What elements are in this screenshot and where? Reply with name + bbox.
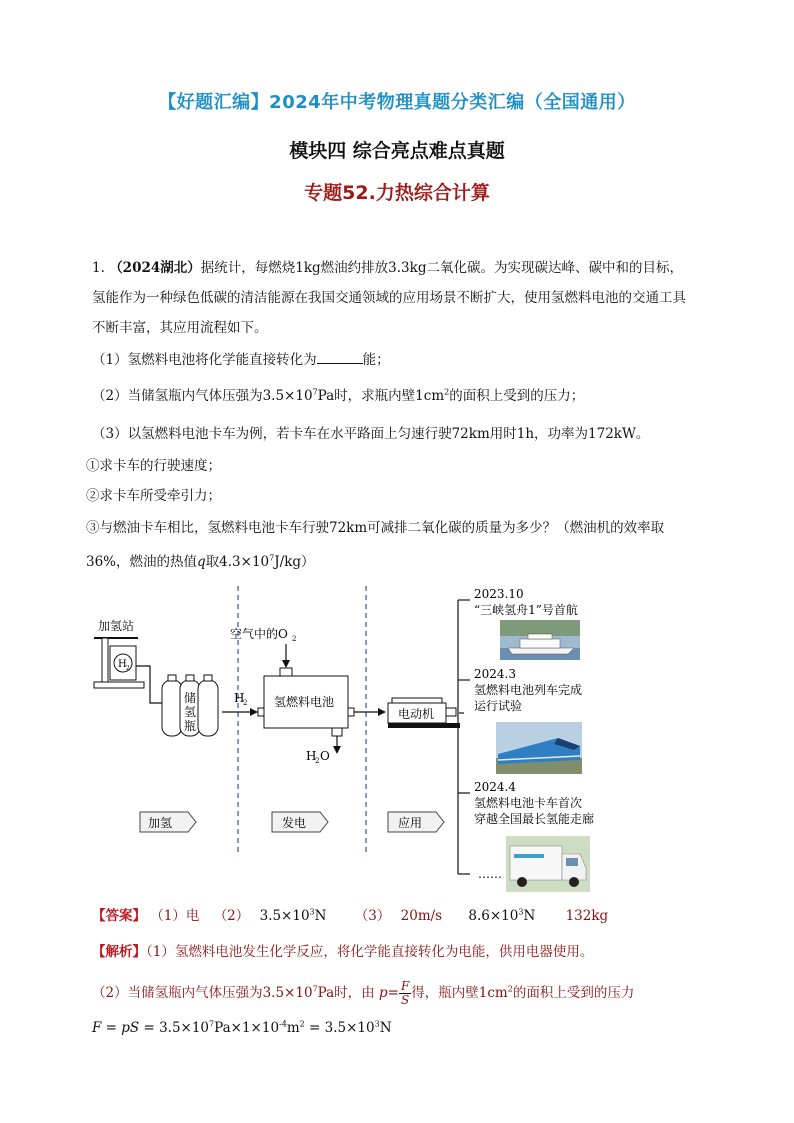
hydrogen-station-icon	[94, 618, 162, 703]
exponent: 3	[309, 907, 315, 917]
text: 得，瓶内壁1cm	[411, 985, 508, 1001]
h2-arrow-label: H	[234, 691, 245, 705]
subquestion-2-text: （2）当储氢瓶内气体压强为3.5×10	[92, 388, 313, 404]
subquestion-2-text-c: 的面积上受到的压力；	[449, 388, 585, 404]
text: Pa时，由	[317, 985, 375, 1001]
pressure-symbol: p	[378, 985, 388, 1001]
electric-motor-icon	[388, 698, 460, 728]
arrow-head	[378, 708, 386, 716]
exponent: 2	[444, 387, 450, 397]
h2-label: H	[118, 659, 127, 670]
tank-label: 储	[184, 691, 197, 705]
app2-text: 运行试验	[474, 699, 523, 713]
stage-label: 加氢	[148, 816, 173, 830]
hydrogen-flow-diagram	[88, 578, 628, 898]
value: 3.5×10	[259, 908, 310, 924]
fuel-cell-label: 氢燃料电池	[274, 695, 335, 709]
arrow-head	[282, 660, 290, 668]
text: m	[286, 1020, 300, 1036]
stage-label: 应用	[398, 816, 423, 830]
exponent: 7	[269, 553, 275, 563]
train-photo	[496, 722, 582, 774]
ps-symbol: pS	[121, 1020, 140, 1036]
text: 取4.3×10	[205, 554, 270, 570]
analysis-line-2	[92, 980, 712, 1007]
subquestion-1-text: （1）氢燃料电池将化学能直接转化为	[92, 352, 317, 368]
air-o2-label: 空气中的O	[230, 627, 288, 641]
app3-text: 穿越全国最长氢能走廊	[474, 812, 595, 826]
subquestion-2	[92, 386, 712, 406]
analysis-line-1	[92, 942, 712, 962]
text: Pa×1×10	[214, 1020, 280, 1036]
exponent: 2	[299, 1019, 305, 1029]
app1-date: 2023.10	[474, 587, 524, 601]
app3-date: 2024.4	[474, 780, 516, 794]
truck-photo	[506, 836, 590, 892]
answer-force	[468, 908, 535, 924]
exponent: 3	[374, 1019, 380, 1029]
ship-photo	[500, 620, 580, 660]
equals: =	[101, 1020, 122, 1036]
answer-line	[92, 906, 712, 926]
subquestion-1	[92, 350, 712, 370]
exponent: 7	[312, 387, 318, 397]
text: 的面积上受到的压力	[512, 985, 635, 1001]
water-sub: 2	[315, 757, 320, 765]
subquestion-1-tail: 能；	[362, 352, 390, 368]
analysis-text-1: （1）氢燃料电池发生化学反应，将化学能直接转化为电能，供用电器使用。	[146, 944, 594, 960]
text: （2）当储氢瓶内气体压强为3.5×10	[92, 985, 313, 1001]
water-label-tail: O	[320, 749, 330, 763]
app1-text: “三峡氢舟1”号首航	[474, 603, 578, 617]
fuel-cell-box	[258, 668, 354, 736]
answer-blank	[317, 351, 363, 364]
answer-mass: 132kg	[565, 908, 609, 924]
subquestion-3-iii-cont	[86, 552, 706, 572]
analysis-formula	[92, 1018, 712, 1038]
unit: N	[379, 1020, 392, 1036]
unit: N	[314, 908, 327, 924]
heat-value-symbol: q	[197, 554, 206, 570]
subquestion-3-i: ①求卡车的行驶速度；	[86, 458, 221, 474]
subquestion-3-iii: ③与燃油卡车相比，氢燃料电池卡车行驶72km可减排二氧化碳的质量为多少？（燃油机的效率取	[86, 520, 665, 536]
unit: N	[523, 908, 536, 924]
value: 8.6×10	[468, 908, 519, 924]
exponent: 2	[507, 984, 513, 994]
text: 36%，燃油的热值	[86, 554, 198, 570]
app2-text: 氢燃料电池列车完成	[474, 683, 583, 697]
motor-label: 电动机	[398, 707, 435, 721]
exponent: -4	[279, 1019, 287, 1029]
air-o2-sub: 2	[292, 635, 297, 643]
answer-part-2-value	[260, 908, 327, 924]
stage-generation-tag	[272, 812, 328, 832]
document-title: 【好题汇编】2024年中考物理真题分类汇编（全国通用）	[158, 92, 636, 113]
exponent: 7	[209, 1019, 215, 1029]
arrow-head	[333, 746, 341, 754]
analysis-label: 【解析】	[92, 944, 146, 960]
module-title: 模块四 综合亮点难点真题	[289, 140, 505, 162]
stem-text-1: 据统计，每燃烧1kg燃油约排放3.3kg二氧化碳。为实现碳达峰、碳中和的目标，	[200, 260, 683, 276]
force-symbol: F	[92, 1020, 102, 1036]
question-stem-line-1	[92, 258, 712, 278]
subquestion-2-text-b: Pa时，求瓶内壁1cm	[317, 388, 445, 404]
storage-tank-icon	[162, 675, 218, 736]
text: J/kg）	[274, 554, 315, 570]
topic-title: 专题52.力热综合计算	[304, 182, 490, 204]
stage-label: 发电	[282, 816, 307, 830]
tank-label: 瓶	[184, 719, 197, 733]
station-label: 加氢站	[98, 619, 135, 633]
tank-label: 氢	[184, 705, 197, 719]
subquestion-3: （3）以氢燃料电池卡车为例，若卡车在水平路面上匀速行驶72km用时1h，功率为172kW。	[92, 426, 650, 442]
stage-hydrogenation-tag	[140, 812, 196, 832]
question-stem-line-2: 氢能作为一种绿色低碳的清洁能源在我国交通领域的应用场景不断扩大，使用氢燃料电池的交通工具	[92, 290, 686, 306]
text: = 3.5×10	[139, 1020, 210, 1036]
question-number: 1.	[92, 260, 105, 276]
exponent: 7	[312, 984, 318, 994]
denominator: S	[401, 993, 410, 1007]
answer-speed: 20m/s	[400, 908, 443, 924]
h2-arrow-sub: 2	[243, 699, 248, 707]
exponent: 3	[518, 907, 524, 917]
subquestion-3-ii: ②求卡车所受牵引力；	[86, 488, 221, 504]
numerator: F	[400, 979, 410, 993]
answer-part-1: （1）电	[150, 908, 200, 924]
water-label: H	[306, 749, 317, 763]
arrow-head	[250, 708, 258, 716]
text: = 3.5×10	[304, 1020, 375, 1036]
answer-label: 【答案】	[92, 908, 146, 924]
pressure-formula-fraction	[399, 980, 411, 1007]
answer-part-3-label: （3）	[354, 908, 391, 924]
h2-sub: 2	[126, 665, 130, 672]
equals: =	[387, 985, 399, 1001]
app2-date: 2024.3	[474, 667, 516, 681]
question-source: （2024湖北）	[109, 260, 201, 276]
ellipsis: ……	[478, 867, 502, 881]
stage-application-tag	[388, 812, 444, 832]
answer-part-2-label: （2）	[213, 908, 250, 924]
app3-text: 氢燃料电池卡车首次	[474, 796, 583, 810]
question-stem-line-3: 不断丰富，其应用流程如下。	[92, 320, 268, 336]
